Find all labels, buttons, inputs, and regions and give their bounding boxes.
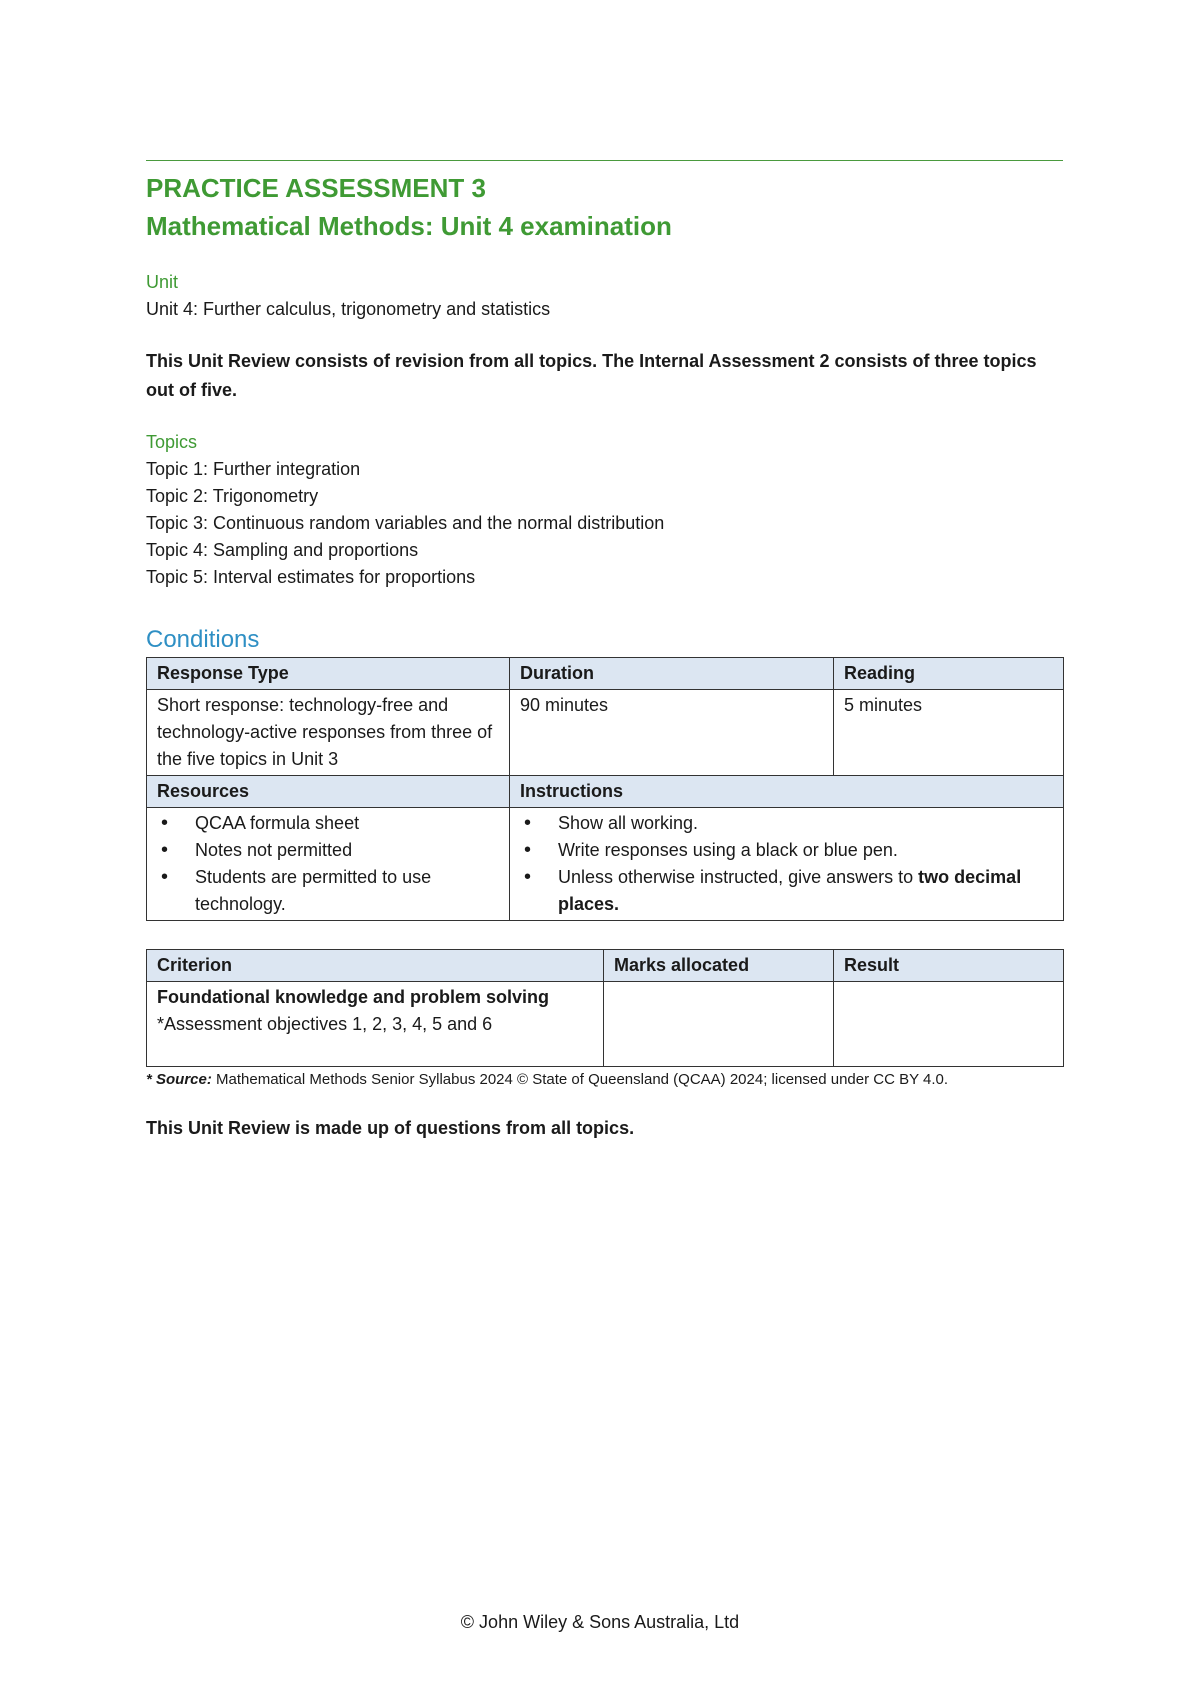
topic-item: Topic 5: Interval estimates for proportions xyxy=(146,567,476,587)
duration-header: Duration xyxy=(510,658,834,690)
response-type-cell: Short response: technology-free and technology-active responses from three of the five topics in Unit 3 xyxy=(147,690,510,776)
resources-cell xyxy=(147,808,510,921)
instruction-item: • Show all working. xyxy=(558,810,1053,837)
criterion-cell xyxy=(147,982,604,1067)
response-type-header: Response Type xyxy=(147,658,510,690)
instructions-cell xyxy=(510,808,1064,921)
marks-cell xyxy=(604,982,834,1067)
criteria-table xyxy=(146,949,1064,1067)
source-text: Mathematical Methods Senior Syllabus 2024 © State of Queensland (QCAA) 2024; licensed under CC BY 4.0. xyxy=(211,1071,949,1088)
unit-label: Unit xyxy=(146,272,179,292)
topic-item: Topic 3: Continuous random variables and the normal distribution xyxy=(146,513,665,533)
instruction-text: Unless otherwise instructed, give answers to xyxy=(558,867,919,887)
document-page xyxy=(146,160,1063,1142)
resource-item: • Notes not permitted xyxy=(195,837,499,864)
result-cell xyxy=(834,982,1064,1067)
copyright-footer: © John Wiley & Sons Australia, Ltd xyxy=(460,1612,740,1632)
instruction-item xyxy=(558,864,1053,918)
marks-header: Marks allocated xyxy=(604,950,834,982)
resource-item: • Students are permitted to use technology. xyxy=(195,864,499,918)
unit-value: Unit 4: Further calculus, trigonometry and statistics xyxy=(146,299,551,319)
topic-item: Topic 4: Sampling and proportions xyxy=(146,540,419,560)
source-label: * Source: xyxy=(146,1071,212,1088)
instruction-period: . xyxy=(614,894,620,914)
topic-item: Topic 2: Trigonometry xyxy=(146,486,319,506)
topic-item: Topic 1: Further integration xyxy=(146,459,361,479)
conditions-heading: Conditions xyxy=(146,626,260,653)
criterion-header: Criterion xyxy=(147,950,604,982)
resources-header: Resources xyxy=(147,776,510,808)
result-header: Result xyxy=(834,950,1064,982)
resource-item: • QCAA formula sheet xyxy=(195,810,499,837)
topic-list xyxy=(146,456,1063,591)
closing-note: This Unit Review is made up of questions from all topics. xyxy=(146,1118,635,1138)
exam-title: Mathematical Methods: Unit 4 examination xyxy=(146,211,672,241)
reading-header: Reading xyxy=(834,658,1064,690)
resources-list xyxy=(157,810,499,918)
duration-cell: 90 minutes xyxy=(510,690,834,776)
review-note: This Unit Review consists of revision from all topics. The Internal Assessment 2 consists of three topics out of five. xyxy=(146,351,1037,400)
topics-label: Topics xyxy=(146,432,198,452)
instruction-item: • Write responses using a black or blue pen. xyxy=(558,837,1053,864)
criterion-objectives: *Assessment objectives 1, 2, 3, 4, 5 and 6 xyxy=(157,1014,493,1034)
instruction-emphasis: two decimal places xyxy=(558,867,1022,914)
source-note xyxy=(146,1069,1063,1091)
instructions-header: Instructions xyxy=(510,776,1064,808)
assessment-title: PRACTICE ASSESSMENT 3 xyxy=(146,173,486,203)
instructions-list xyxy=(520,810,1053,918)
criterion-name: Foundational knowledge and problem solving xyxy=(157,987,550,1007)
conditions-table xyxy=(146,657,1064,921)
top-rule xyxy=(146,160,1063,161)
reading-cell: 5 minutes xyxy=(834,690,1064,776)
